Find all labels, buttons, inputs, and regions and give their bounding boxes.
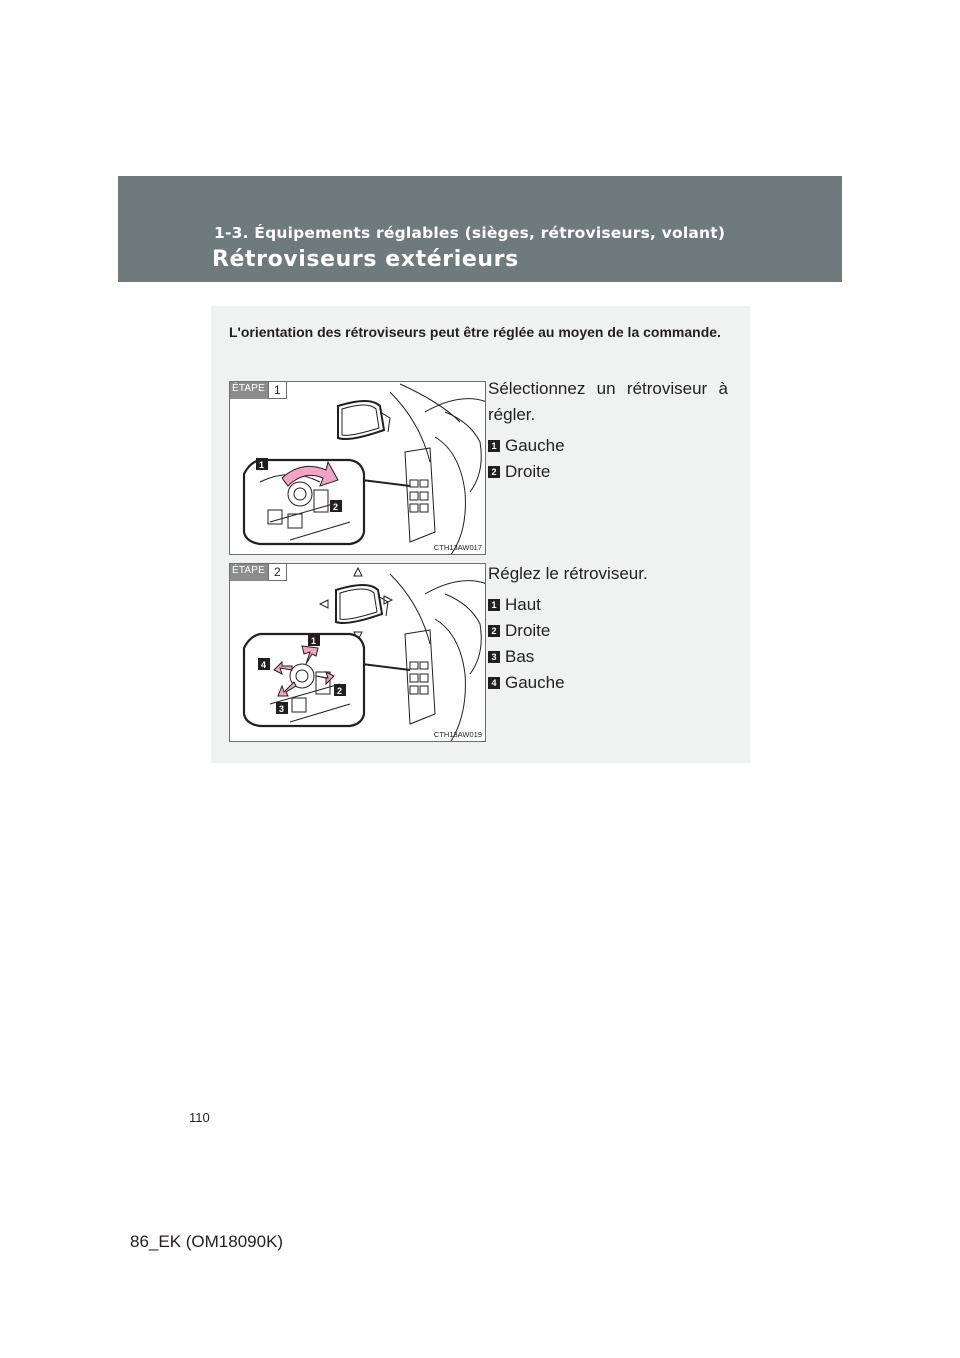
step-label: ÉTAPE — [229, 563, 268, 581]
legend-label: Haut — [505, 595, 541, 614]
svg-text:1: 1 — [259, 460, 265, 470]
legend-number: 2 — [488, 466, 500, 478]
legend-label: Gauche — [505, 436, 565, 455]
step-label: ÉTAPE — [229, 381, 268, 399]
footer-code: 86_EK (OM18090K) — [130, 1232, 284, 1251]
step-1-instruction: Sélectionnez un rétroviseur à régler. — [488, 379, 728, 424]
figure-code: CTH13AW017 — [433, 543, 482, 552]
legend-item — [488, 595, 728, 615]
legend-number: 3 — [488, 651, 500, 663]
intro-text: L'orientation des rétroviseurs peut être réglée au moyen de la commande. — [229, 324, 721, 340]
content-panel — [211, 306, 750, 763]
section-header — [118, 176, 842, 282]
step-number: 1 — [268, 381, 287, 399]
figure-code: CTH13AW019 — [433, 730, 482, 739]
legend-number: 4 — [488, 677, 500, 689]
step-2-badge — [229, 563, 287, 581]
step-2-instruction: Réglez le rétroviseur. — [488, 564, 648, 583]
svg-text:4: 4 — [261, 660, 267, 670]
step-1-badge — [229, 381, 287, 399]
legend-label: Bas — [505, 647, 535, 666]
step-1-text — [488, 376, 728, 482]
legend-label: Droite — [505, 621, 551, 640]
svg-text:2: 2 — [333, 502, 339, 512]
step-2-text — [488, 561, 728, 693]
legend-number: 1 — [488, 599, 500, 611]
step-2-legend — [488, 595, 728, 693]
page-title: Rétroviseurs extérieurs — [212, 247, 519, 272]
legend-item — [488, 673, 728, 693]
svg-text:1: 1 — [311, 636, 317, 646]
section-subtitle: 1-3. Équipements réglables (sièges, rétroviseurs, volant) — [214, 224, 726, 242]
svg-text:2: 2 — [337, 686, 343, 696]
legend-item — [488, 436, 728, 456]
legend-label: Gauche — [505, 673, 565, 692]
legend-item — [488, 462, 728, 482]
legend-number: 2 — [488, 625, 500, 637]
legend-number: 1 — [488, 440, 500, 452]
mirror-switch-illustration — [230, 382, 486, 555]
step-2-figure — [229, 563, 486, 742]
step-number: 2 — [268, 563, 287, 581]
mirror-adjust-illustration — [230, 564, 486, 742]
legend-item — [488, 621, 728, 641]
step-1-legend — [488, 436, 728, 482]
step-1-figure — [229, 381, 486, 555]
legend-item — [488, 647, 728, 667]
svg-text:3: 3 — [279, 704, 285, 714]
legend-label: Droite — [505, 462, 551, 481]
page-number: 110 — [189, 1110, 210, 1125]
